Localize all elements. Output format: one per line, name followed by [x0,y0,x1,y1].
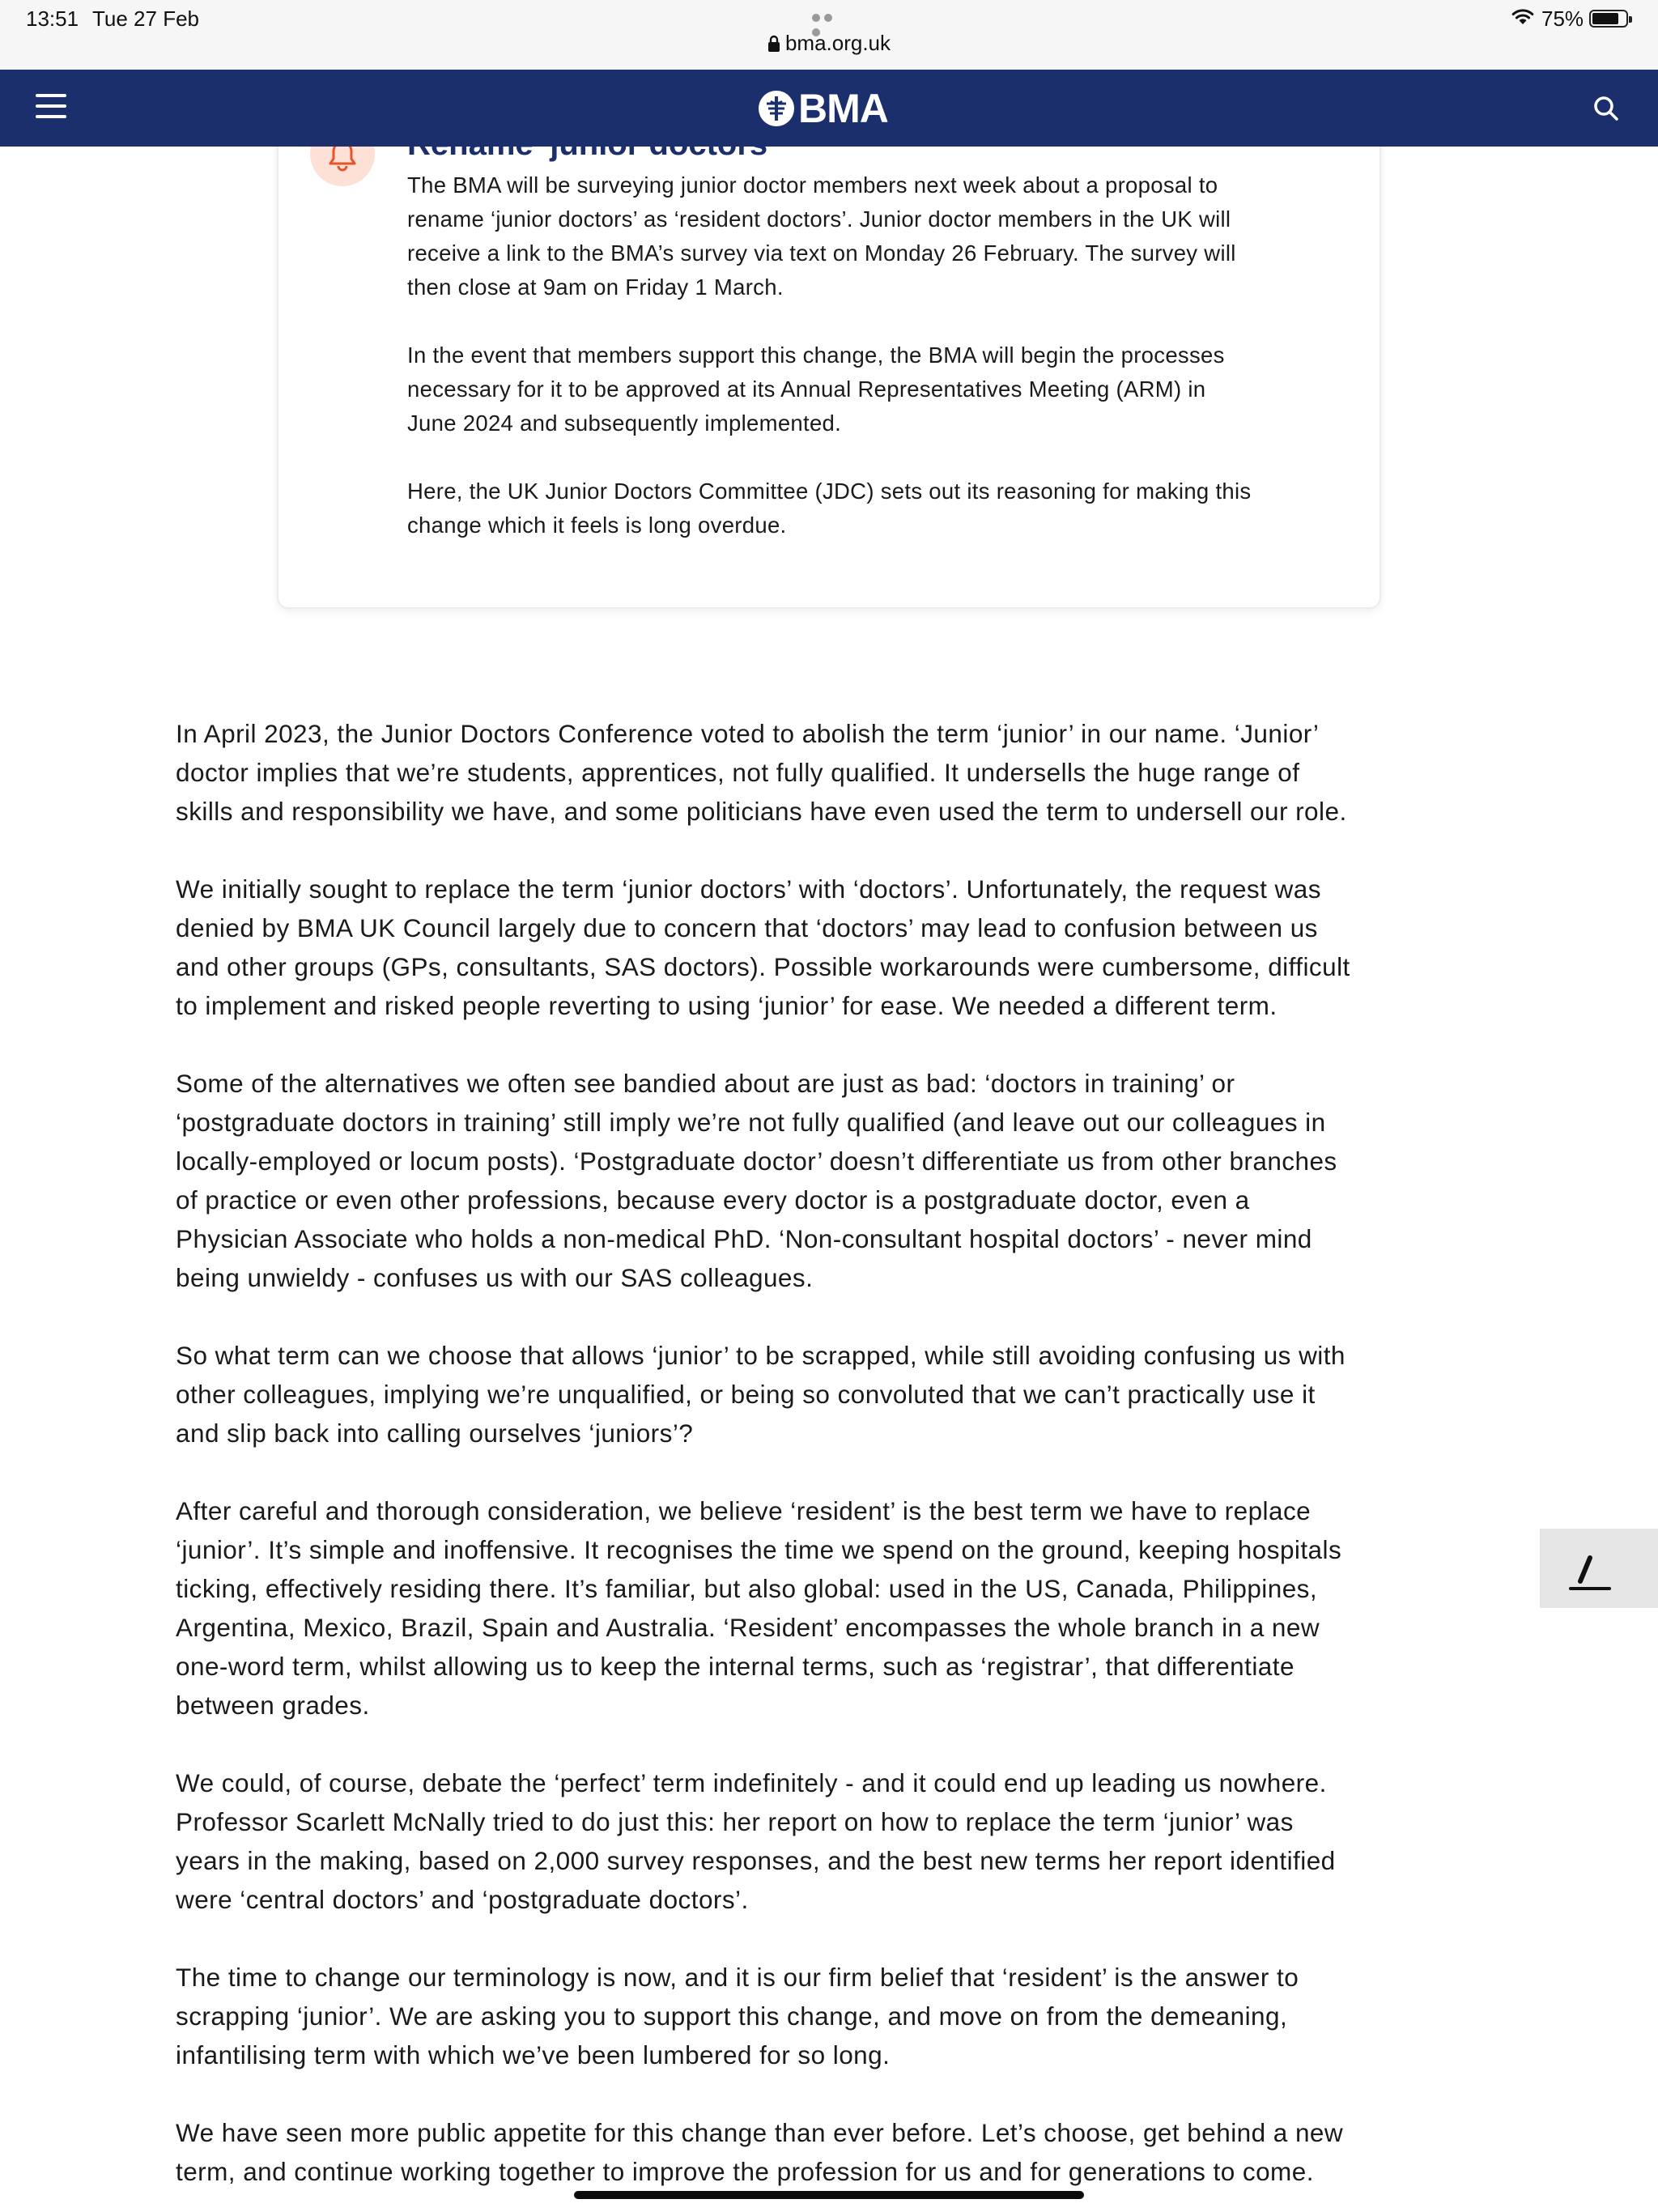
url-text: bma.org.uk [784,31,891,55]
site-header [0,70,1658,147]
status-time: 13:51 [26,6,79,31]
article-paragraph: So what term can we choose that allows ‘junior’ to be scrapped, while still avoiding confusing us with other colleagues, implying we’re unqualified, or being so convoluted that we can’t practically use it and slip back into calling ourselves ‘juniors’? [176,1341,1346,1448]
battery-percentage: 75% [1541,6,1584,31]
article-paragraph: We initially sought to replace the term ‘junior doctors’ with ‘doctors’. Unfortunately, the request was denied by BMA UK Council largely due to concern that ‘doctors’ may lead to confusion between us and other groups (GPs, consultants, SAS doctors). Possible workarounds were cumbersome, difficult to implement and risked people reverting to using ‘junior’ for ease. We needed a different term. [176,874,1350,1020]
wifi-icon [1511,8,1535,26]
notice-body [407,168,1363,576]
article-paragraph: Some of the alternatives we often see bandied about are just as bad: ‘doctors in training’ or ‘postgraduate doctors in training’ still imply we’re not fully qualified (and leave out our colleagues in locally-employed or locum posts). ‘Postgraduate doctor’ doesn’t differentiate us from other branches of practice or even other professions, because every doctor is a postgraduate doctor, even a Physician Associate who holds a non-medical PhD. ‘Non-consultant hospital doctors’ - never mind being unwieldy - confuses us with our SAS colleagues. [176,1069,1337,1292]
home-indicator[interactable] [574,2191,1084,2199]
edit-icon [1540,1529,1658,1608]
address-bar[interactable] [0,31,1658,56]
notice-paragraph: In the event that members support this change, the BMA will begin the processes necessary for it to be approved at its Annual Representatives Meeting (ARM) in June 2024 and subsequently implemented. [407,342,1225,436]
search-icon [1592,94,1621,123]
status-date: Tue 27 Feb [92,6,200,31]
article-paragraph: We could, of course, debate the ‘perfect’ term indefinitely - and it could end up leading us nowhere. Professor Scarlett McNally tried to do just this: her report on how to replace the term ‘junior’ was years in the making, based on 2,000 survey responses, and the best new terms her report identified were ‘central doctors’ and ‘postgraduate doctors’. [176,1768,1336,1914]
search-button[interactable] [1592,94,1621,123]
edit-button[interactable] [1540,1529,1658,1608]
article-paragraph: We have seen more public appetite for this change than ever before. Let’s choose, get behind a new term, and continue working together to improve the profession for us and for generations to come. [176,2118,1344,2186]
multitasking-dots-icon[interactable] [812,11,848,21]
article-paragraph: In April 2023, the Junior Doctors Conference voted to abolish the term ‘junior’ in our name. ‘Junior’ doctor implies that we’re students, apprentices, not fully qualified. It undersells the huge range of skills and responsibility we have, and some politicians have even used the term to undersell our role. [176,719,1347,826]
bma-crest-icon [758,90,795,127]
bma-logo[interactable] [758,87,888,130]
article-body [176,714,1487,2212]
hamburger-icon [36,94,68,118]
article-paragraph: After careful and thorough consideration, we believe ‘resident’ is the best term we have to replace ‘junior’. It’s simple and inoffensive. It recognises the time we spend on the ground, keeping hospitals ticking, effectively residing there. It’s familiar, but also global: used in the US, Canada, Philippines, Argentina, Mexico, Brazil, Spain and Australia. ‘Resident’ encompasses the whole branch in a new one-word term, whilst allowing us to keep the internal terms, such as ‘registrar’, that differentiate between grades. [176,1496,1342,1720]
article-paragraph: The time to change our terminology is now, and it is our firm belief that ‘resident’ is the answer to scrapping ‘junior’. We are asking you to support this change, and move on from the demeaning, infantilising term with which we’ve been lumbered for so long. [176,1963,1299,2069]
lock-icon [767,35,780,53]
menu-button[interactable] [36,94,68,121]
status-bar [0,0,1658,70]
notice-paragraph: Here, the UK Junior Doctors Committee (JDC) sets out its reasoning for making this change which it feels is long overdue. [407,479,1252,538]
battery-icon [1589,10,1628,28]
logo-text: BMA [798,86,888,131]
notice-paragraph: The BMA will be surveying junior doctor members next week about a proposal to rename ‘junior doctors’ as ‘resident doctors’. Junior doctor members in the UK will receive a link to the BMA’s survey via text on Monday 26 February. The survey will then close at 9am on Friday 1 March. [407,172,1236,300]
